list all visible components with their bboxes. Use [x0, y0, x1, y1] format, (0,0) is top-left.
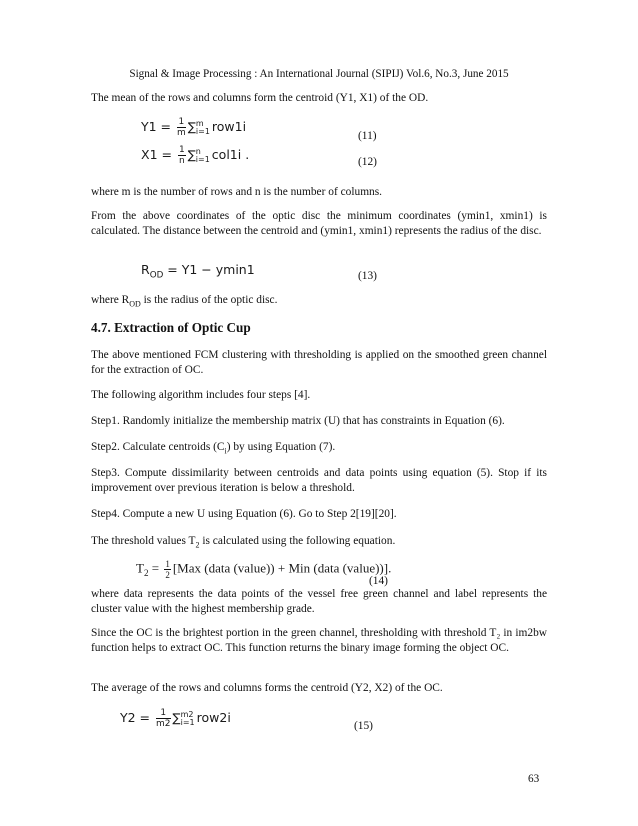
eq14-subscript: 2 [143, 568, 149, 579]
eq11-sum-symbol: ∑ [187, 120, 196, 134]
eq11-lhs: Y1 = [141, 119, 172, 134]
step2-paragraph: Step2. Calculate centroids $(C_i)$ by using Equation (7). [91, 441, 336, 456]
page-number: 63 [528, 773, 540, 785]
threshold-paragraph: The threshold values $T_2$ is calculated using the following equation. [91, 535, 396, 550]
algorithm-intro: The following algorithm includes four steps [4]. [91, 389, 311, 401]
equation-13-number: (13) [358, 270, 377, 282]
eq15-limits: m2 i=1 [180, 709, 195, 727]
rod-paragraph: where $R_{OD}$ is the radius of the optic disc. [91, 294, 278, 309]
fcm-paragraph: The above mentioned FCM clustering with thresholding is applied on the smoothed green channel for the extraction of OC. [91, 349, 547, 377]
eq11-limits: m i=1 [195, 118, 210, 136]
eq11-term: row1i [211, 119, 247, 134]
step4-paragraph: Step4. Compute a new U using Equation (6). Go to Step 2[19][20]. [91, 508, 397, 520]
eq12-fraction: $\frac{1}{n}$ [178, 145, 185, 166]
eq15-fraction: $\frac{1}{m2}$ [156, 708, 171, 729]
section-heading: 4.7. Extraction of Optic Cup [91, 320, 251, 335]
equation-11 [141, 117, 246, 138]
step1-paragraph: Step1. Randomly initialize the membership matrix (U) that has constraints in Equation (6). [91, 415, 505, 427]
eq13-subscript: OD [149, 270, 164, 281]
eq13-lhs: R [141, 262, 150, 277]
running-header: Signal & Image Processing : An International Journal (SIPIJ) Vol.6, No.3, June 2015 [129, 68, 509, 80]
equation-14-number: (14) [369, 575, 388, 587]
equation-12 [141, 145, 249, 166]
eq12-limits: n i=1 [195, 146, 210, 164]
eq12-lhs: X1 = [141, 147, 172, 162]
eq14-rhs: [Max (data (value)) + Min (data (value))]. [172, 560, 392, 576]
where-mn-paragraph: where m is the number of rows and n is the number of columns. [91, 186, 383, 198]
eq14-lhs: T [136, 560, 144, 576]
equation-12-number: (12) [358, 156, 377, 168]
eq15-sum-symbol: ∑ [172, 711, 181, 725]
equation-14 [136, 559, 391, 580]
equation-15-number: (15) [354, 720, 373, 732]
eq15-term: row2i [196, 710, 231, 725]
eq15-lhs: Y2 = [120, 710, 151, 725]
coords-paragraph: From the above coordinates of the optic disc the minimum coordinates (ymin1, xmin1) is calculated. The distance between the centroid and (ymin1, xmin1) represents the radius of the disc. [91, 210, 547, 238]
eq11-fraction: $\frac{1}{m}$ [177, 117, 186, 138]
since-paragraph: Since the OC is the brightest portion in the green channel, thresholding with threshold T₂ in im2bw function helps to extract OC. This function returns the binary image forming the object OC. [91, 627, 547, 655]
equation-13 [141, 262, 255, 281]
eq14-fraction: $\frac{1}{2}$ [165, 559, 170, 580]
where-data-paragraph: where data represents the data points of the vessel free green channel and label represents the cluster value with the highest membership grade. [91, 588, 547, 616]
eq12-sum-symbol: ∑ [187, 148, 196, 162]
eq13-rhs: = Y1 − ymin1 [163, 262, 255, 277]
equation-15 [120, 708, 231, 729]
equation-11-number: (11) [358, 130, 377, 142]
step3-paragraph: Step3. Compute dissimilarity between centroids and data points using equation (5). Stop if its improvement over previous iteration is below a threshold. [91, 467, 547, 495]
average-paragraph: The average of the rows and columns forms the centroid (Y2, X2) of the OC. [91, 682, 443, 694]
eq12-term: col1i . [211, 147, 250, 162]
intro-paragraph: The mean of the rows and columns form the centroid (Y1, X1) of the OD. [91, 92, 429, 104]
eq14-equals: = [148, 560, 163, 576]
